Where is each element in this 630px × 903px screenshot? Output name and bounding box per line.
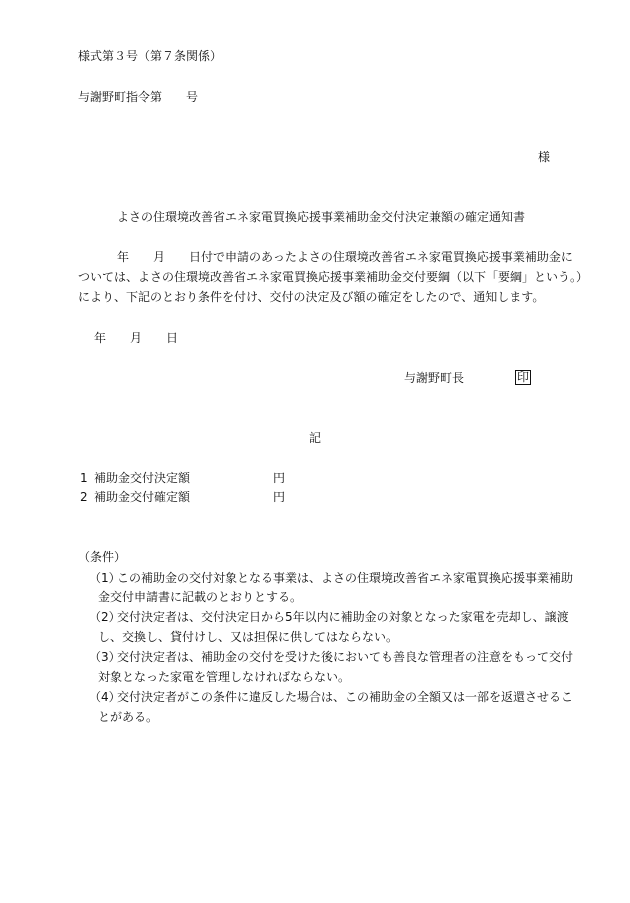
date-line: 年 月 日 — [94, 331, 179, 345]
item-2-unit: 円 — [273, 490, 286, 504]
condition-4-line-2: とがある。 — [98, 710, 159, 724]
condition-2-line-1: 交付決定者は、交付決定日から5年以内に補助金の対象となった家電を売却し、譲渡 — [117, 610, 569, 624]
condition-3-number: （3） — [89, 650, 121, 664]
seal-mark — [515, 370, 531, 385]
item-1-unit: 円 — [273, 471, 286, 485]
condition-1-line-2: 金交付申請書に記載のとおりとする。 — [98, 590, 303, 604]
item-2-number: 2 — [80, 490, 88, 504]
condition-1-line-1: この補助金の交付対象となる事業は、よさの住環境改善省エネ家電買換応援事業補助 — [117, 571, 574, 585]
form-number: 様式第３号（第７条関係） — [78, 49, 223, 63]
item-1-number: 1 — [80, 471, 88, 485]
condition-2-line-2: し、交換し、貸付けし、又は担保に供してはならない。 — [98, 630, 399, 644]
condition-4-line-1: 交付決定者がこの条件に違反した場合は、この補助金の全額又は一部を返還させるこ — [117, 690, 574, 704]
body-line-1: 年 月 日付で申請のあったよさの住環境改善省エネ家電買換応援事業補助金に — [117, 250, 573, 264]
item-1-label: 補助金交付決定額 — [94, 471, 191, 485]
addressee-suffix: 様 — [538, 150, 551, 164]
seal-label: 印 — [517, 370, 530, 384]
body-line-2: ついては、よさの住環境改善省エネ家電買換応援事業補助金交付要綱（以下「要綱」という。） — [78, 270, 589, 284]
document-title: よさの住環境改善省エネ家電買換応援事業補助金交付決定兼額の確定通知書 — [117, 210, 526, 224]
condition-4-number: （4） — [89, 690, 121, 704]
reference-number: 与謝野町指令第 号 — [78, 90, 199, 104]
condition-3-line-2: 対象となった家電を管理しなければならない。 — [98, 670, 351, 684]
item-2-label: 補助金交付確定額 — [94, 490, 191, 504]
condition-1-number: （1） — [89, 571, 121, 585]
issuer-name: 与謝野町長 — [404, 371, 465, 385]
ki-heading: 記 — [309, 431, 322, 445]
body-line-3: により、下記のとおり条件を付け、交付の決定及び額の確定をしたので、通知します。 — [78, 290, 545, 304]
conditions-heading: （条件） — [78, 550, 127, 564]
condition-3-line-1: 交付決定者は、補助金の交付を受けた後においても善良な管理者の注意をもって交付 — [117, 650, 574, 664]
condition-2-number: （2） — [89, 610, 121, 624]
